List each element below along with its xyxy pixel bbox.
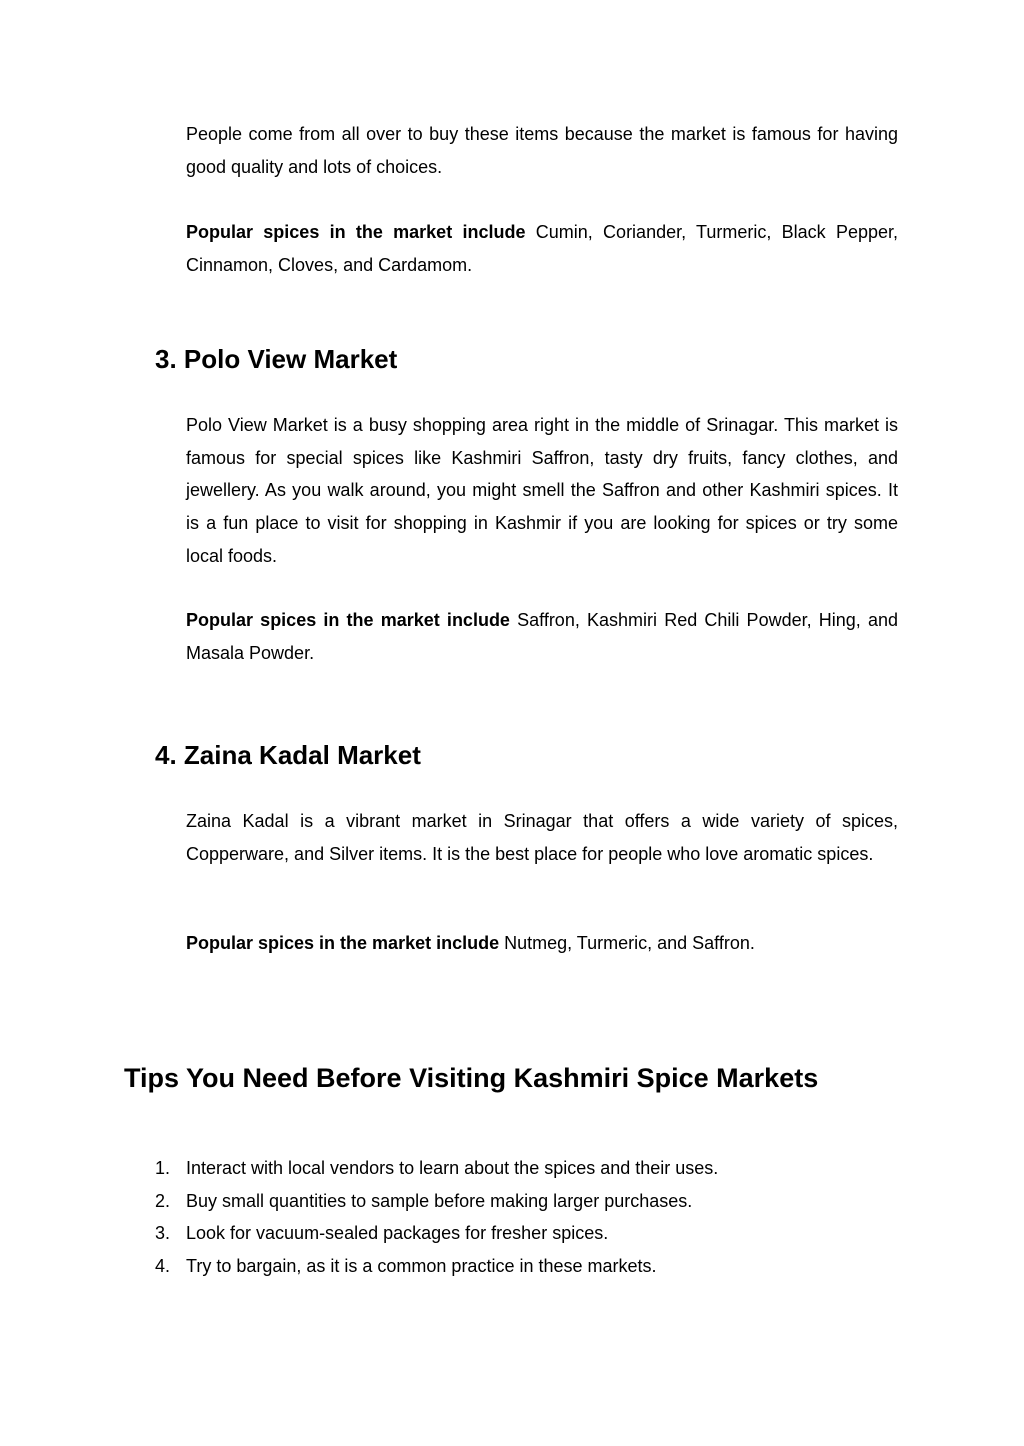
intro-paragraph: People come from all over to buy these items because the market is famous for having good quality and lots of choices. — [186, 124, 898, 177]
section-heading-zaina-kadal: 4. Zaina Kadal Market — [155, 740, 421, 770]
spices-label: Popular spices in the market include — [186, 610, 510, 630]
list-number: 4. — [155, 1256, 171, 1277]
list-item — [155, 1250, 900, 1283]
list-number: 1. — [155, 1158, 171, 1178]
spices-list: Cumin, Coriander, Turmeric, Black Pepper, Cinnamon, Cloves, and Cardamom. — [186, 222, 899, 275]
spices-list: Saffron, Kashmiri Red Chili Powder, Hing, and Masala Powder. — [186, 610, 898, 663]
list-number: 3. — [155, 1223, 171, 1244]
list-item — [155, 1185, 900, 1218]
list-text: Buy small quantities to sample before making larger purchases. — [186, 1190, 693, 1211]
polo-view-spices — [186, 604, 898, 669]
list-text: Interact with local vendors to learn about the spices and their uses. — [186, 1158, 719, 1178]
tips-heading: Tips You Need Before Visiting Kashmiri Spice Markets — [124, 1063, 819, 1093]
polo-view-paragraph: Polo View Market is a busy shopping area right in the middle of Srinagar. This market is famous for special spices like Kashmiri Saffron, tasty dry fruits, fancy clothes, and jewellery. As you walk around, you might smell the Saffron and other Kashmiri spices. It is a fun place to visit for shopping in Kashmir if you are looking for spices or try some local foods. — [186, 415, 898, 566]
list-number: 2. — [155, 1190, 171, 1211]
list-item — [155, 1217, 900, 1250]
spices-label: Popular spices in the market include — [186, 933, 500, 953]
spices-list: Nutmeg, Turmeric, and Saffron. — [499, 933, 755, 953]
list-text: Look for vacuum-sealed packages for fresher spices. — [186, 1223, 609, 1244]
zaina-kadal-paragraph: Zaina Kadal is a vibrant market in Srinagar that offers a wide variety of spices, Copperware, and Silver items. It is the best place for people who love aromatic spices. — [186, 811, 898, 864]
spices-label: Popular spices in the market include — [186, 222, 526, 242]
zaina-kadal-spices — [186, 927, 898, 960]
list-text: Try to bargain, as it is a common practice in these markets. — [186, 1256, 657, 1277]
intro-spices — [186, 216, 898, 281]
tips-list — [155, 1152, 900, 1283]
section-heading-polo-view: 3. Polo View Market — [155, 344, 398, 374]
list-item — [155, 1152, 900, 1185]
